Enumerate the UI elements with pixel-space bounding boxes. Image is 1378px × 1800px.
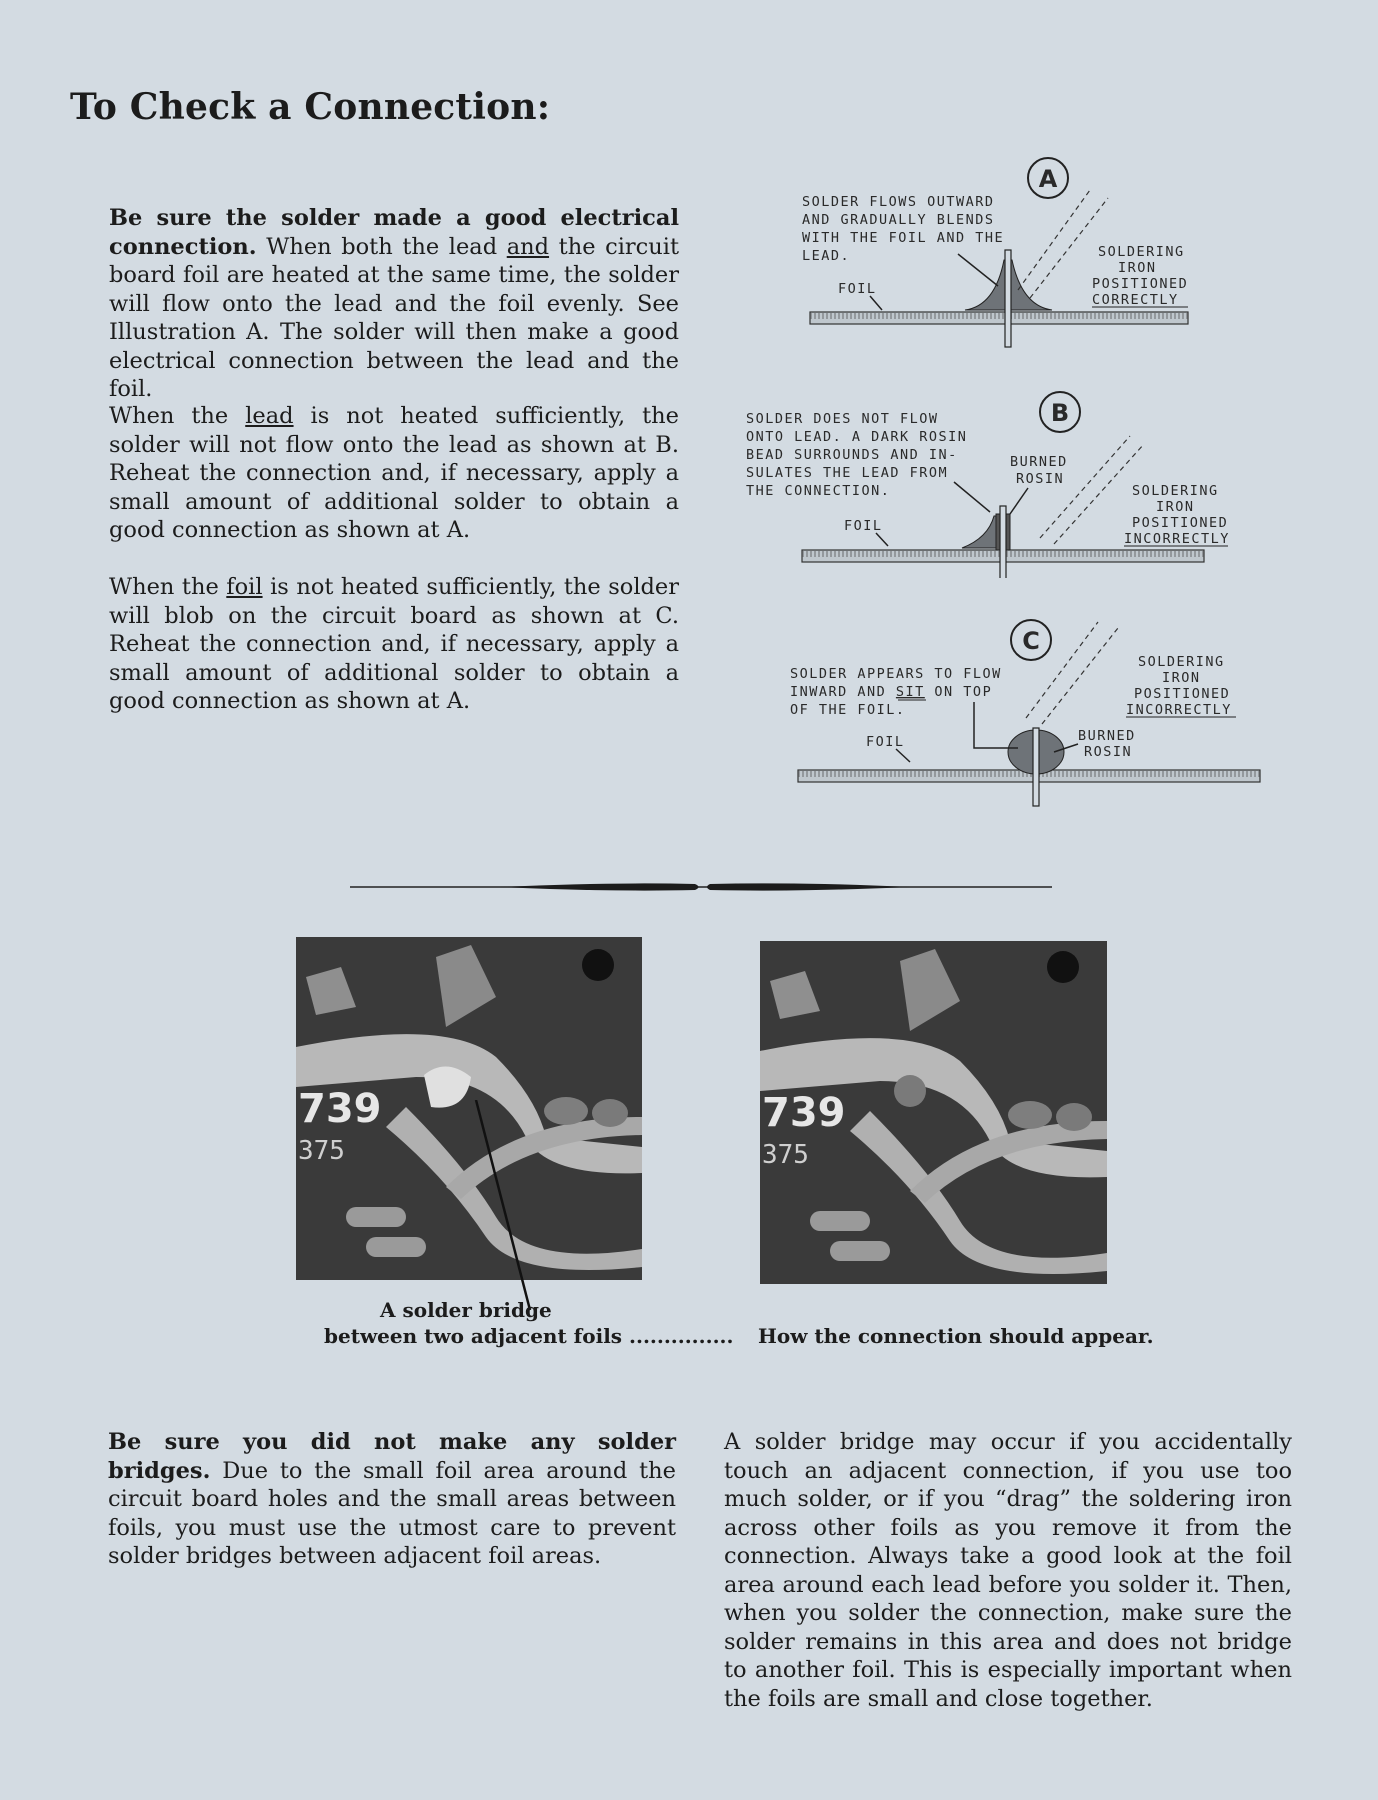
section-divider xyxy=(350,880,1052,894)
diagram-a-iron-edge-1 xyxy=(1018,190,1090,290)
divider-swell-right xyxy=(707,883,910,890)
intro-underline: and xyxy=(506,233,550,260)
intro-text-1: When both the lead xyxy=(256,233,507,260)
diagram-c-desc-1: SOLDER APPEARS TO FLOW xyxy=(790,666,1002,682)
photo-1-solder-4 xyxy=(592,1099,628,1127)
divider-swell-left xyxy=(500,883,699,890)
photo-1-pad-2 xyxy=(366,1237,426,1257)
photo-2-solder-joint xyxy=(894,1075,926,1107)
photo-2-solder-3 xyxy=(1008,1101,1052,1129)
photo-1-solder-3 xyxy=(544,1097,588,1125)
diagram-b-burned-1: BURNED xyxy=(1010,454,1068,470)
diagram-a-iron-4: CORRECTLY xyxy=(1092,292,1179,308)
bridges-left-text: Due to the small foil area around the circuit board holes and the small areas between foils, you must use the utmost care to prevent solder bridges between adjacent foil areas. xyxy=(108,1457,676,1569)
photo-2-board-number: 739 xyxy=(762,1090,846,1136)
diagram-a-foil-pointer xyxy=(870,296,882,310)
diagram-a-iron-3: POSITIONED xyxy=(1092,276,1189,292)
diagram-b-desc-5: THE CONNECTION. xyxy=(746,483,891,499)
diagram-b-lead xyxy=(1000,506,1006,578)
diagram-c-iron-edge-2 xyxy=(1042,628,1118,724)
bridges-lead: Be sure you did not make any solder bridges. xyxy=(108,1429,676,1484)
foil-paragraph xyxy=(109,573,679,716)
photo-correct-connection xyxy=(760,941,1107,1284)
diagram-b-iron-4: INCORRECTLY xyxy=(1124,531,1230,547)
diagram-c-desc-2b: ON TOP xyxy=(924,684,993,700)
diagram-c-burned-1: BURNED xyxy=(1078,728,1136,744)
diagram-c-iron-1: SOLDERING xyxy=(1138,654,1225,670)
bridges-right-paragraph: A solder bridge may occur if you accidentally touch an adjacent connection, if you use too much solder, or if you “drag” the soldering iron across other foils as you remove it from the connection. Always take a good look at the foil area around each lead before you solder it. Then, when you solder the connection, make sure the solder remains in this area and does not bridge to another foil. This is especially important when the foils are small and close together. xyxy=(724,1429,1292,1712)
photo-1-board-sub: 375 xyxy=(298,1136,345,1166)
diagram-b-rosin-pointer xyxy=(1010,488,1028,514)
diagram-a-desc-4: LEAD. xyxy=(802,248,851,264)
diagram-b-iron-1: SOLDERING xyxy=(1132,483,1219,499)
photo-1-hole xyxy=(582,949,614,981)
photo-2-hole xyxy=(1047,951,1079,983)
lead-text-2: is not heated sufficiently, the solder will not flow onto the lead as shown at B. Reheat the connection and, if necessary, apply a small amount of additional solder to obtain a good connection as shown at A. xyxy=(109,403,679,543)
diagram-c-iron-4: INCORRECTLY xyxy=(1126,702,1232,718)
diagram-b-iron-3: POSITIONED xyxy=(1132,515,1229,531)
diagram-a xyxy=(790,150,1230,350)
bridge-arrow xyxy=(470,1100,540,1315)
diagram-b-desc-pointer xyxy=(954,482,990,512)
diagram-c-iron-2: IRON xyxy=(1162,670,1201,686)
diagram-c-lead xyxy=(1033,728,1039,806)
diagram-b-iron-edge-1 xyxy=(1040,436,1130,538)
intro-text-2: the circuit board foil are heated at the same time, the solder will flow onto the lead and the foil evenly. See Illustration A. The solder will then make a good electrical connection between the lead and the foil. xyxy=(109,233,679,402)
diagram-c-burned-2: ROSIN xyxy=(1084,744,1133,760)
diagram-b-desc-3: BEAD SURROUNDS AND IN- xyxy=(746,447,958,463)
foil-underline: foil xyxy=(226,574,263,600)
diagram-a-iron-2: IRON xyxy=(1118,260,1157,276)
photo-solder-bridge-art xyxy=(296,937,642,1280)
diagram-a-desc-1: SOLDER FLOWS OUTWARD xyxy=(802,194,995,210)
bridges-left-paragraph xyxy=(108,1428,676,1571)
diagram-a-foil-label: FOIL xyxy=(838,281,877,297)
diagram-b-desc-2: ONTO LEAD. A DARK ROSIN xyxy=(746,429,968,445)
diagram-b-desc-4: SULATES THE LEAD FROM xyxy=(746,465,949,481)
bridge-arrow-shaft xyxy=(476,1100,530,1310)
diagram-b-foil-label: FOIL xyxy=(844,518,883,534)
diagram-c-foil-label: FOIL xyxy=(866,734,905,750)
diagram-c-desc-3: OF THE FOIL. xyxy=(790,702,906,718)
diagram-c-desc-2 xyxy=(790,684,992,700)
caption-right: How the connection should appear. xyxy=(758,1324,1154,1348)
diagram-a-desc-2: AND GRADUALLY BLENDS xyxy=(802,212,995,228)
intro-paragraph xyxy=(109,204,679,404)
diagram-b-letter: B xyxy=(1050,399,1070,427)
caption-left-line-2: between two adjacent foils ............... xyxy=(324,1324,734,1348)
lead-text-1: When the xyxy=(109,403,246,429)
diagram-c-desc-2a: INWARD AND xyxy=(790,684,896,700)
diagram-c-foil-pointer xyxy=(896,749,910,762)
foil-text-1: When the xyxy=(109,574,227,600)
photo-2-pad-2 xyxy=(830,1241,890,1261)
lead-paragraph xyxy=(109,402,679,545)
diagram-a-desc-3: WITH THE FOIL AND THE xyxy=(802,230,1005,246)
photo-2-board-sub: 375 xyxy=(762,1140,809,1170)
diagram-b-iron-2: IRON xyxy=(1156,499,1195,515)
photo-2-solder-4 xyxy=(1056,1103,1092,1131)
diagram-b-foil-pointer xyxy=(876,533,888,546)
diagram-b xyxy=(740,388,1240,578)
photo-1-board-number: 739 xyxy=(298,1086,382,1132)
caption-left-line-1: A solder bridge xyxy=(380,1298,552,1322)
diagram-a-letter: A xyxy=(1038,165,1058,193)
diagram-c-iron-3: POSITIONED xyxy=(1134,686,1231,702)
diagram-b-burned-2: ROSIN xyxy=(1016,471,1065,487)
photo-1-pad-1 xyxy=(346,1207,406,1227)
diagram-c-letter: C xyxy=(1022,627,1040,655)
photo-2-pad-1 xyxy=(810,1211,870,1231)
diagram-a-iron-1: SOLDERING xyxy=(1098,244,1185,260)
diagram-a-desc-pointer xyxy=(958,254,998,286)
intro-lead: Be sure the solder made a good electrical connection. xyxy=(109,205,679,260)
foil-text-2: is not heated sufficiently, the solder will blob on the circuit board as shown at C. Reheat the connection and, if necessary, apply a small amount of additional solder to obtain a good connection as shown at A. xyxy=(109,574,679,714)
lead-underline: lead xyxy=(245,403,294,429)
diagram-b-desc-1: SOLDER DOES NOT FLOW xyxy=(746,411,939,427)
diagram-c xyxy=(786,618,1276,818)
page-title: To Check a Connection: xyxy=(70,86,551,128)
photo-correct-connection-art xyxy=(760,941,1107,1284)
diagram-a-lead xyxy=(1005,250,1011,347)
diagram-c-desc-2-underlined: SIT xyxy=(895,684,925,700)
photo-solder-bridge xyxy=(296,937,642,1280)
